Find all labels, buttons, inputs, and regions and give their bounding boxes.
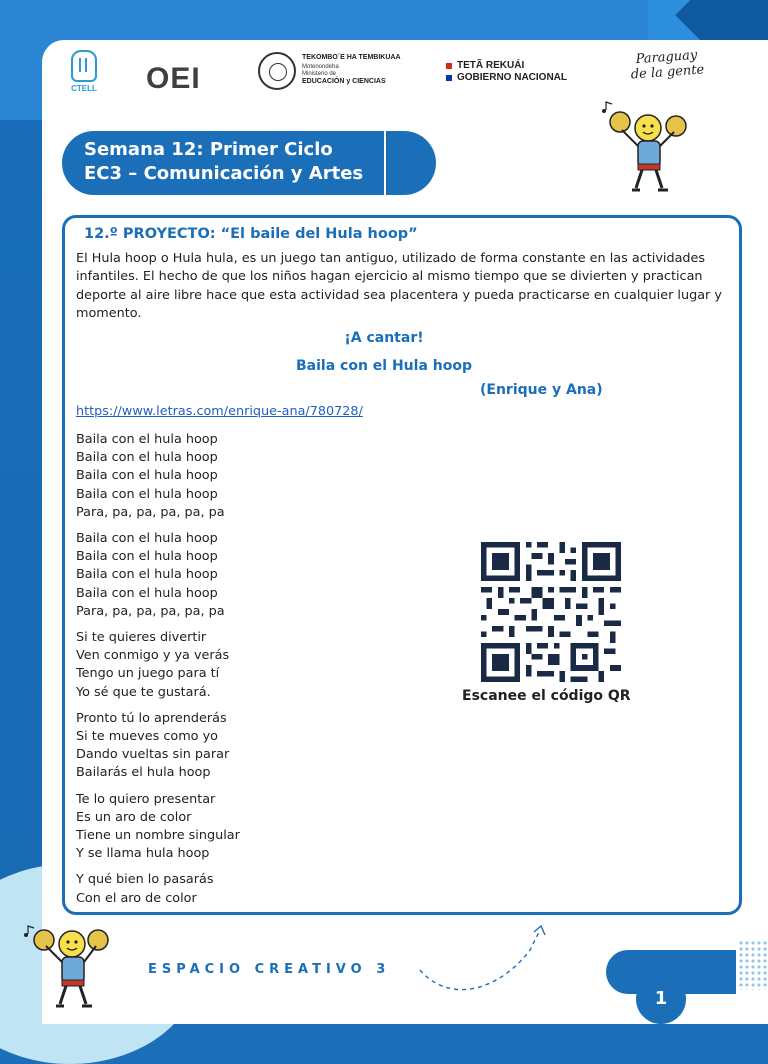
ctell-logo — [66, 50, 102, 93]
stanza — [76, 791, 240, 864]
gob-logo-line1: TETÃ REKUÁI — [457, 60, 525, 71]
song-title: Baila con el Hula hoop — [296, 358, 472, 374]
hand-icon — [71, 50, 97, 82]
stanza — [76, 710, 240, 783]
lyric-line: Pronto tú lo aprenderás — [76, 710, 227, 726]
qr-code[interactable] — [476, 542, 626, 682]
lyric-line: Dando vueltas sin parar — [76, 747, 230, 763]
lyric-line: Baila con el hula hoop — [76, 549, 218, 565]
lyric-line: Para, pa, pa, pa, pa, pa — [76, 603, 225, 619]
page-title-line2: EC3 – Comunicación y Artes — [84, 163, 364, 184]
lyric-line: Tiene un nombre singular — [76, 828, 240, 844]
footer-label: ESPACIO CREATIVO 3 — [148, 962, 391, 977]
lyric-line: Tengo un juego para tí — [76, 666, 220, 682]
lyric-line: Baila con el hula hoop — [76, 450, 218, 466]
lyric-line: Con el aro de color — [76, 890, 197, 906]
oei-logo: OEI — [146, 62, 201, 95]
gobierno-logo — [446, 60, 606, 84]
mec-logo-line2: Motenondeha — [302, 64, 339, 70]
cantar-heading: ¡A cantar! — [344, 330, 424, 346]
paraguay-de-la-gente-logo — [621, 47, 713, 83]
page-title-line1: Semana 12: Primer Ciclo — [84, 139, 333, 160]
project-title: 12.º PROYECTO: “El baile del Hula hoop” — [84, 226, 418, 242]
dots-decoration — [738, 940, 768, 990]
stanza — [76, 530, 240, 621]
lyric-line: Ven conmigo y ya verás — [76, 648, 230, 664]
page-number: 1 — [636, 974, 686, 1024]
lyric-line: Yo sé que te gustará. — [76, 684, 211, 700]
header-pill-divider — [384, 131, 386, 195]
lyric-line: Baila con el hula hoop — [76, 468, 218, 484]
flag-red-icon — [446, 63, 452, 69]
lyric-line: Si te quieres divertir — [76, 630, 207, 646]
lyrics — [76, 431, 240, 916]
lyric-line: Y se llama hula hoop — [76, 846, 210, 862]
lyric-line: Es un aro de color — [76, 809, 192, 825]
lyric-line: Te lo quiero presentar — [76, 791, 216, 807]
mec-logo-line3: Ministerio de — [302, 71, 337, 77]
dashed-path-decoration — [410, 910, 570, 1000]
pdlg-line2: de la gente — [630, 62, 705, 83]
page-title — [84, 138, 363, 186]
lyric-line: Baila con el hula hoop — [76, 531, 218, 547]
stanza — [76, 431, 240, 522]
pdlg-line1: Paraguay — [635, 47, 698, 68]
lyric-line: Para, pa, pa, pa, pa, pa — [76, 504, 225, 520]
lyrics-link[interactable]: https://www.letras.com/enrique-ana/780728/ — [76, 404, 363, 419]
lyric-line: Baila con el hula hoop — [76, 486, 218, 502]
flag-blue-icon — [446, 75, 452, 81]
lyric-line: Si te mueves como yo — [76, 729, 218, 745]
song-authors: (Enrique y Ana) — [480, 382, 603, 398]
mec-logo-line1: TEKOMBO´E HA TEMBIKUAA — [302, 54, 401, 61]
ctell-logo-text: CTELL — [71, 84, 97, 93]
seal-icon — [258, 52, 296, 90]
lyric-line: Baila con el hula hoop — [76, 585, 218, 601]
gob-logo-line2: GOBIERNO NACIONAL — [457, 72, 567, 83]
lyric-line: Bailarás el hula hoop — [76, 765, 211, 781]
mascot-illustration-bottom — [22, 918, 112, 1014]
lyric-line: Y qué bien lo pasarás — [76, 872, 214, 888]
lyric-line: Baila con el hula hoop — [76, 567, 218, 583]
lyric-line: Baila con el hula hoop — [76, 432, 218, 447]
mec-logo-line4: EDUCACIÓN y CIENCIAS — [302, 78, 386, 85]
mec-logo — [258, 52, 428, 92]
stanza — [76, 871, 240, 907]
stanza — [76, 629, 240, 702]
project-intro: El Hula hoop o Hula hula, es un juego tan antiguo, utilizado de forma constante en las actividades infantiles. El hecho de que los niños hagan ejercicio al mismo tiempo que se divierten y practican deporte al aire libre hace que esta actividad sea placentera y pueda practicarse en cualquier lugar y momento. — [76, 251, 722, 321]
qr-caption: Escanee el código QR — [462, 688, 631, 704]
mascot-illustration-top — [600, 100, 690, 196]
